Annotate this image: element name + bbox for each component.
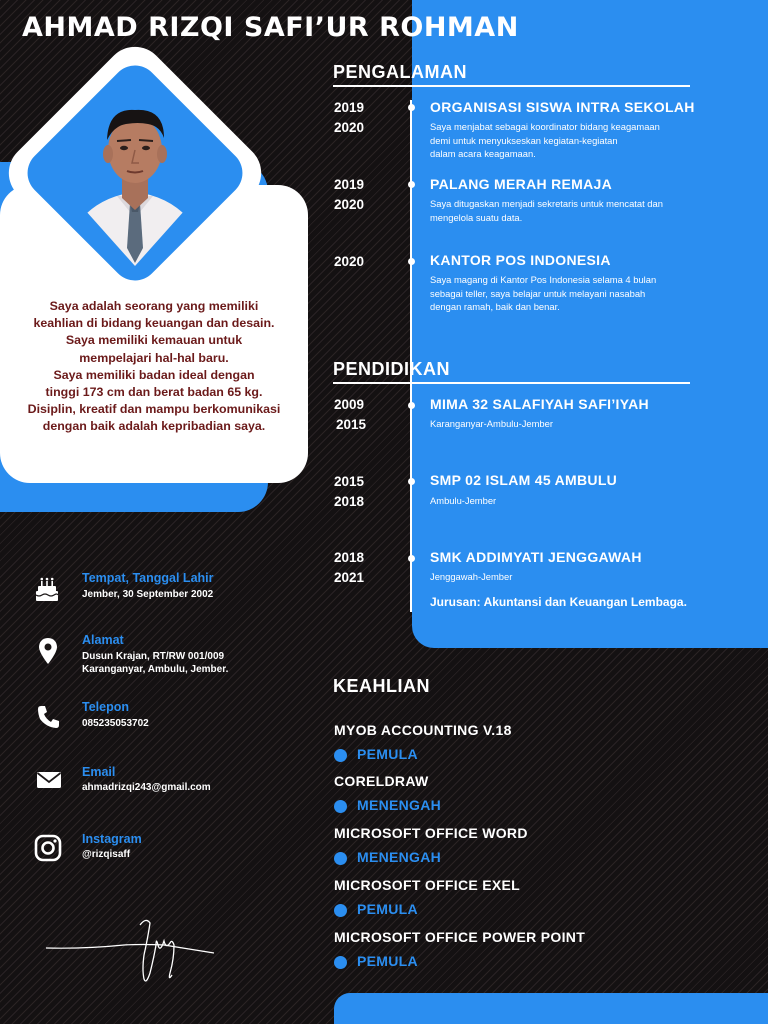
- birthday-cake-icon: [32, 574, 62, 604]
- contact-email: [34, 765, 64, 799]
- timeline-dot: [408, 402, 415, 409]
- skill-level-dot: [334, 956, 347, 969]
- contact-birth: [32, 574, 62, 608]
- experience-desc-3: [430, 273, 656, 314]
- skill-level: PEMULA: [357, 953, 418, 969]
- experience-desc-line: dalam acara keagamaan.: [430, 148, 536, 159]
- about-text: [6, 298, 302, 436]
- footer-accent: [334, 993, 768, 1024]
- experience-desc-line: Saya menjabat sebagai koordinator bidang keagamaan: [430, 121, 660, 132]
- education-title-1: MIMA 32 SALAFIYAH SAFI’IYAH: [430, 396, 649, 412]
- education-year-start: 2015: [334, 474, 365, 489]
- skill-level-dot: [334, 749, 347, 762]
- timeline-line: [410, 100, 412, 612]
- experience-year-start: 2019: [334, 177, 365, 192]
- about-line: Saya memiliki kemauan untuk: [65, 333, 243, 348]
- education-title-3: SMK ADDIMYATI JENGGAWAH: [430, 549, 642, 565]
- education-divider: [333, 382, 690, 384]
- timeline-dot: [408, 258, 415, 265]
- education-major: Jurusan: Akuntansi dan Keuangan Lembaga.: [430, 595, 687, 609]
- about-line: dengan baik adalah kepribadian saya.: [42, 419, 266, 434]
- contact-email-label: Email: [82, 765, 116, 779]
- about-line: mempelajari hal-hal baru.: [79, 350, 229, 365]
- experience-desc-line: dengan ramah, baik dan benar.: [430, 301, 560, 312]
- contact-birth-label: Tempat, Tanggal Lahir: [82, 571, 214, 585]
- experience-divider: [333, 85, 690, 87]
- skill-name: MICROSOFT OFFICE WORD: [334, 825, 528, 841]
- experience-title: PENGALAMAN: [333, 62, 467, 82]
- skill-name: MYOB ACCOUNTING V.18: [334, 722, 512, 738]
- experience-desc-line: Saya ditugaskan menjadi sekretaris untuk mencatat dan: [430, 198, 663, 209]
- education-title: PENDIDIKAN: [333, 359, 451, 379]
- contact-email-value[interactable]: ahmadrizqi243@gmail.com: [82, 782, 211, 793]
- page-title: AHMAD RIZQI SAFI’UR ROHMAN: [22, 12, 519, 43]
- contact-birth-value: Jember, 30 September 2002: [82, 589, 214, 600]
- contact-phone: [34, 702, 64, 736]
- contact-phone-label: Telepon: [82, 700, 129, 714]
- experience-desc-line: sebagai teller, saya belajar untuk melayani nasabah: [430, 287, 646, 299]
- location-pin-icon: [33, 636, 63, 666]
- about-line: Saya memiliki badan ideal dengan: [53, 367, 255, 382]
- education-year-start: 2009: [334, 397, 365, 412]
- timeline-dot: [408, 478, 415, 485]
- skill-name: CORELDRAW: [334, 773, 429, 789]
- skill-level: MENENGAH: [357, 797, 442, 813]
- instagram-icon: [33, 833, 63, 863]
- contact-address: [33, 636, 63, 670]
- contact-instagram-value[interactable]: @rizqisaff: [82, 849, 131, 860]
- skill-level: PEMULA: [357, 746, 418, 762]
- skill-level: PEMULA: [357, 901, 418, 917]
- experience-desc-2: [430, 197, 663, 224]
- experience-title-1: ORGANISASI SISWA INTRA SEKOLAH: [430, 99, 695, 115]
- about-line: Saya adalah seorang yang memiliki: [49, 299, 259, 313]
- contact-instagram: [33, 833, 63, 867]
- skill-level-dot: [334, 852, 347, 865]
- envelope-icon: [34, 765, 64, 795]
- timeline-dot: [408, 104, 415, 111]
- experience-year-end: 2020: [334, 120, 365, 135]
- skill-level-dot: [334, 904, 347, 917]
- experience-title-2: PALANG MERAH REMAJA: [430, 176, 612, 192]
- education-year-end: 2015: [336, 417, 367, 432]
- skill-name: MICROSOFT OFFICE EXEL: [334, 877, 520, 893]
- experience-year-start: 2020: [334, 254, 365, 269]
- about-line: tinggi 173 cm dan berat badan 65 kg.: [45, 385, 263, 400]
- education-year-start: 2018: [334, 550, 365, 565]
- timeline-dot: [408, 555, 415, 562]
- education-year-end: 2018: [334, 494, 365, 509]
- education-desc-3: Jenggawah-Jember: [430, 571, 513, 582]
- skills-title: KEAHLIAN: [333, 676, 430, 696]
- experience-desc-line: mengelola suatu data.: [430, 211, 523, 223]
- about-line: Disiplin, kreatif dan mampu berkomunikasi: [27, 402, 281, 417]
- skill-level-dot: [334, 800, 347, 813]
- profile-photo: [52, 78, 218, 268]
- timeline-dot: [408, 181, 415, 188]
- contact-address-line-1: Dusun Krajan, RT/RW 001/009: [82, 651, 225, 662]
- experience-desc-line: Saya magang di Kantor Pos Indonesia selama 4 bulan: [430, 274, 657, 285]
- signature: [44, 915, 216, 987]
- contact-address-label: Alamat: [82, 633, 124, 647]
- experience-desc-line: demi untuk menyukseskan kegiatan-kegiatan: [430, 134, 618, 146]
- skill-name: MICROSOFT OFFICE POWER POINT: [334, 929, 586, 945]
- experience-desc-1: [430, 120, 660, 161]
- contact-address-line-2: Karanganyar, Ambulu, Jember.: [82, 664, 229, 675]
- education-year-end: 2021: [334, 570, 365, 585]
- contact-phone-value[interactable]: 085235053702: [82, 718, 149, 729]
- education-desc-1: Karanganyar-Ambulu-Jember: [430, 418, 553, 429]
- experience-title-3: KANTOR POS INDONESIA: [430, 252, 611, 268]
- experience-year-end: 2020: [334, 197, 365, 212]
- education-title-2: SMP 02 ISLAM 45 AMBULU: [430, 472, 618, 488]
- education-desc-2: Ambulu-Jember: [430, 495, 497, 506]
- skill-level: MENENGAH: [357, 849, 442, 865]
- about-line: keahlian di bidang keuangan dan desain.: [33, 316, 275, 331]
- contact-instagram-label: Instagram: [82, 832, 142, 846]
- phone-icon: [34, 702, 64, 732]
- experience-year-start: 2019: [334, 100, 365, 115]
